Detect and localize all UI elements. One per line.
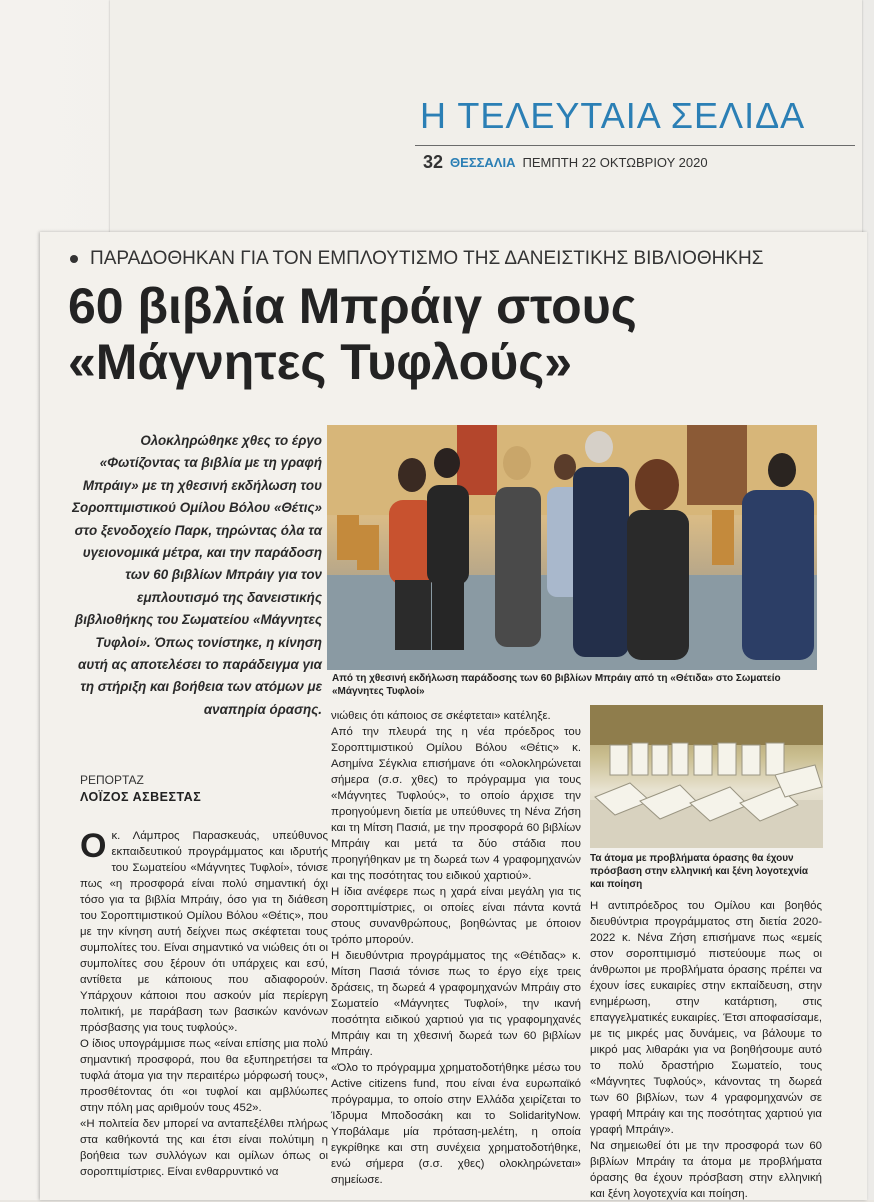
paragraph: «Όλο το πρόγραμμα χρηματοδοτήθηκε μέσω του Active citizens fund, που είναι ένα ευρωπαϊκό πρόγραμμα, το οποίο στην Ελλάδα χειρίζεται το Ίδρυμα Μποδοσάκη και το SolidarityNow. Υποβάλαμε μία πρόταση-μελέτη, η οποία εγκρίθηκε και στη συνέχεια χρηματοδοτήθηκε, ενώ σήμερα (σ.σ. χθες) ολοκληρώνεται» σημείωσε. [331,1062,581,1186]
paragraph [80,828,328,1036]
braille-books-illustration [590,705,823,848]
lead-paragraph: Ολοκληρώθηκε χθες το έργο «Φωτίζοντας τα βιβλία με τη γραφή Μπράιγ» με τη χθεσινή εκδήλωση του Σοροπτιμιστικού Ομίλου Βόλου «Θέτις» στο ξενοδοχείο Παρκ, τηρώντας όλα τα υγειονομικά μέτρα, και την παράδοση των 60 βιβλίων Μπράιγ για τον εμπλουτισμό της δανειστικής βιβλιοθήκης του Σωματείου «Μάγνητες Τυφλοί». Όπως τονίστηκε, η κίνηση αυτή ας αποτελέσει το παράδειγμα για τη στήριξη και βοήθεια των ατόμων με αναπηρία όρασης. [72,433,322,717]
bullet-icon [70,255,78,263]
page-number: 32 [423,152,444,172]
article-column-2 [331,708,581,1188]
paragraph-text: κ. Λάμπρος Παρασκευάς, υπεύθυνος εκπαιδευτικού προγράμματος και ιδρυτής του Σωματείου «Μάγνητες Τυφλοί», τόνισε πως «η προσφορά είναι πολύ σημαντική όχι τόσο για τα βιβλία Μπράιγ, όσο για τη διάθεση του Σοροπτιμιστικού Ομίλου Βόλου «Θέτις», που με την κίνηση αυτή δείχνει πως σκέφτεται τους συμπολίτες του. Είναι σημαντικό να νιώθεις ότι οι συμπολίτες σου ξέρουν ότι υπάρχεις και εσύ, αντίθετα με κάποιους που αδιαφορούν. Υπάρχουν κάποιοι που ασκούν μία περίεργη πολιτική, με παράβαση των βασικών κανόνων πρόσβασης για τους τυφλούς». [80,830,328,1034]
paragraph: Να σημειωθεί ότι με την προσφορά των 60 βιβλίων Μπράιγ τα άτομα με προβλήματα όρασης θα έχουν πρόσβαση στην ελληνική και ξένη λογοτεχνία και ποίηση. [590,1140,822,1200]
drop-cap: Ο [80,827,107,865]
article-column-1 [80,828,328,1180]
event-photo-caption: Από τη χθεσινή εκδήλωση παράδοσης των 60 βιβλίων Μπράιγ από τη «Θέτιδα» στο Σωματείο «Μάγνητες Τυφλοί» [332,673,781,697]
newspaper-name: ΘΕΣΣΑΛΙΑ [450,155,516,170]
article-column-3 [590,898,822,1202]
event-photo [327,425,817,670]
section-title: Η ΤΕΛΕΥΤΑΙΑ ΣΕΛΙΔΑ [420,95,806,136]
braille-books-photo [590,705,823,848]
kicker-text: ΠΑΡΑΔΟΘΗΚΑΝ ΓΙΑ ΤΟΝ ΕΜΠΛΟΥΤΙΣΜΟ ΤΗΣ ΔΑΝΕΙΣΤΙΚΗΣ ΒΙΒΛΙΟΘΗΚΗΣ [90,248,764,269]
headline: 60 βιβλία Μπράιγ στους «Μάγνητες Τυφλούς» [68,278,637,390]
byline-label: ΡΕΠΟΡΤΑΖ [80,773,144,787]
books-photo-caption: Τα άτομα με προβλήματα όρασης θα έχουν πρόσβαση στην ελληνική και ξένη λογοτεχνία και ποίηση [590,853,809,890]
kicker [70,248,764,270]
paragraph: Από την πλευρά της η νέα πρόεδρος του Σοροπτιμιστικού Ομίλου Βόλου «Θέτις» κ. Ασημίνα Σέγκλια επισήμανε ότι «ολοκληρώνεται σήμερα (σ.σ. χθες) το πρόγραμμα για τους «Μάγνητες Τυφλούς», το οποίο άρχισε την προηγούμενη διετία με υπεύθυνες τη Νένα Ζήση και τη Μίτση Πασιά, με την προσφορά 60 βιβλίων Μπράιγ και μετά τα δύο στάδια που προηγήθηκαν με τη δωρεά των 4 γραφομηχανών και της ποσότητας του ειδικού χαρτιού». [331,726,581,882]
paragraph: νιώθεις ότι κάποιος σε σκέφτεται» κατέληξε. [331,710,551,722]
paragraph: Η διευθύντρια προγράμματος της «Θέτιδας» κ. Μίτση Πασιά τόνισε πως το έργο είχε τρεις δράσεις, τη δωρεά 4 γραφομηχανών Μπράιγ στο Σωματείο «Μάγνητες Τυφλοί», την ικανή ποσότητα ειδικού χαρτιού για τις γραφομηχανές Μπράιγ και τη χθεσινή δωρεά των 60 βιβλίων Μπράιγ. [331,950,581,1058]
paragraph: Η αντιπρόεδρος του Ομίλου και βοηθός διευθύντρια προγράμματος στη διετία 2020-2022 κ. Νένα Ζήση επισήμανε πως «εμείς στον σοροπτιμισμό πιστεύουμε πως οι άνθρωποι με προβλήματα όρασης πρέπει να έχουν ίσες ευκαιρίες στην εκπαίδευση, στην ενημέρωση, στην κατάρτιση, στις επαγγελματικές ευκαιρίες. Έτσι αποφασίσαμε, με τις μικρές μας δυνάμεις, να βάλουμε το μικρό μας λιθαράκι για να βοηθήσουμε αυτό το πολύ δραστήριο Σωματείο, τους «Μάγνητες Τυφλούς», κάνοντας τη δωρεά των 60 βιβλίων, των 4 γραφομηχανών σε γραφή Μπράιγ και της ποσότητας χαρτιού για γραφή Μπράιγ». [590,900,822,1136]
paragraph: Η ίδια ανέφερε πως η χαρά είναι μεγάλη για τις σοροπτιμίστριες, οι οποίες είναι πάντα κοντά στους συνανθρώπους, βοηθώντας με όποιον τρόπο μπορούν. [331,886,581,946]
byline-author: ΛΟΪΖΟΣ ΑΣΒΕΣΤΑΣ [80,790,202,804]
folio [423,152,708,173]
paragraph: «Η πολιτεία δεν μπορεί να ανταπεξέλθει πλήρως στα καθήκοντά της και έτσι είναι πολύτιμη η βοήθεια των συλλόγων και ομίλων όπως οι σοροπτιμίστριες. Είναι ενθαρρυντικό να [80,1118,328,1178]
event-photo-illustration [327,425,817,670]
paragraph: Ο ίδιος υπογράμμισε πως «είναι επίσης μια πολύ σημαντική προσφορά, που θα εξυπηρετήσει τα τυφλά άτομα για την περαιτέρω μόρφωσή τους», προσθέτοντας ότι «οι τυφλοί και αμβλύωπες στην πόλη μας αριθμούν τους 452». [80,1038,328,1114]
header-rule [415,145,855,146]
issue-date: ΠΕΜΠΤΗ 22 ΟΚΤΩΒΡΙΟΥ 2020 [522,155,708,170]
